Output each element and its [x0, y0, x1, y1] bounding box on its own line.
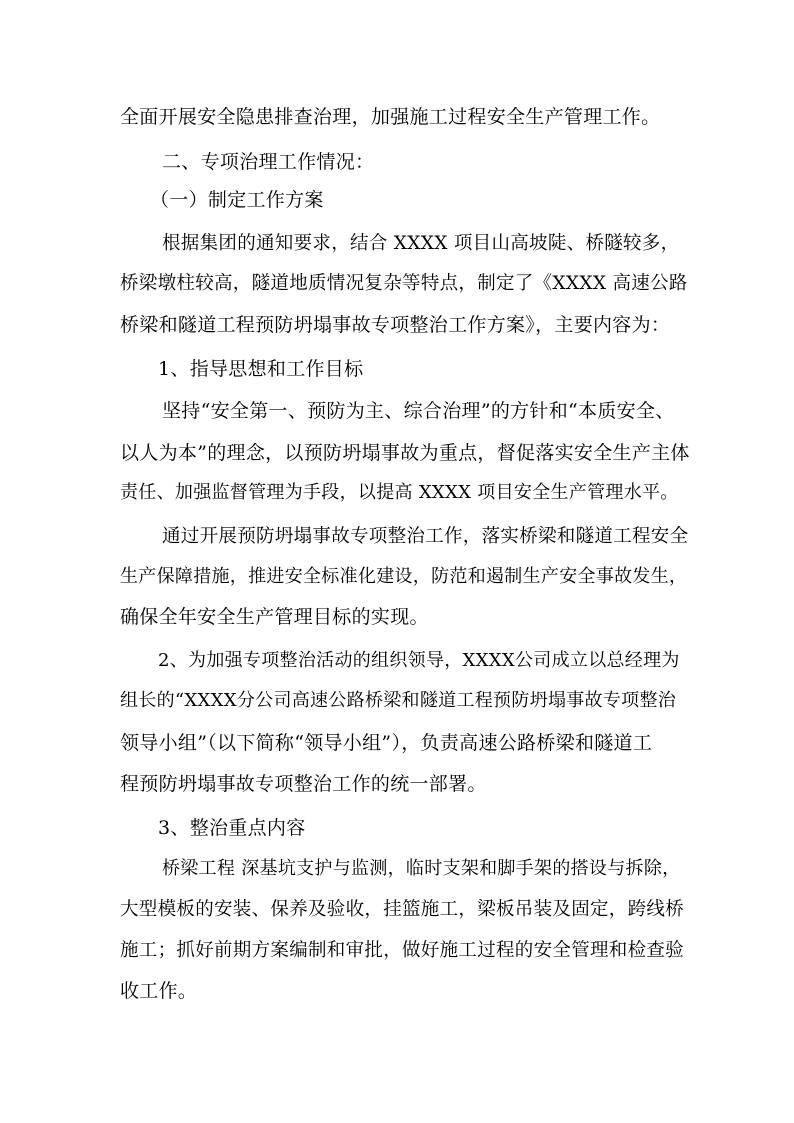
paragraph-line: 组长的“XXXX分公司高速公路桥梁和隧道工程预防坍塌事故专项整治	[120, 690, 677, 711]
item-heading: 1、指导思想和工作目标	[158, 358, 364, 380]
paragraph-line: 大型模板的安装、保养及验收，挂篮施工，梁板吊装及固定，跨线桥	[120, 899, 685, 920]
paragraph-line: 桥梁和隧道工程预防坍塌事故专项整治工作方案》，主要内容为：	[120, 314, 671, 336]
paragraph-line: 程预防坍塌事故专项整治工作的统一部署。	[120, 773, 487, 795]
paragraph-line: 生产保障措施，推进安全标准化建设，防范和遏制生产安全事故发生，	[120, 566, 688, 587]
paragraph-line: 收工作。	[120, 980, 198, 1002]
paragraph-line: 坚持“安全第一、预防为主、综合治理”的方针和“本质安全、	[162, 400, 675, 422]
item-heading: 3、整治重点内容	[158, 817, 306, 839]
paragraph-line: 确保全年安全生产管理目标的实现。	[120, 606, 429, 628]
paragraph-line: 桥梁工程 深基坑支护与监测，临时支架和脚手架的搭设与拆除，	[162, 858, 681, 879]
section-heading: 二、专项治理工作情况：	[162, 151, 375, 173]
paragraph-line: 桥梁墩柱较高，隧道地质情况复杂等特点，制定了《XXXX 高速公路	[120, 273, 688, 294]
subsection-heading: （一）制定工作方案	[150, 189, 324, 211]
paragraph-line: 全面开展安全隐患排查治理，加强施工过程安全生产管理工作。	[120, 106, 661, 128]
paragraph-line: 以人为本”的理念，以预防坍塌事故为重点，督促落实安全生产主体	[120, 442, 690, 464]
paragraph-line: 领导小组”（以下简称“领导小组”），负责高速公路桥梁和隧道工	[120, 732, 653, 754]
paragraph-line: 根据集团的通知要求，结合 XXXX 项目山高坡陡、桥隧较多，	[162, 233, 680, 254]
paragraph-line: 2、为加强专项整治活动的组织领导，XXXX公司成立以总经理为	[158, 650, 680, 671]
paragraph-line: 施工；抓好前期方案编制和审批，做好施工过程的安全管理和检查验	[120, 940, 685, 961]
paragraph-line: 通过开展预防坍塌事故专项整治工作，落实桥梁和隧道工程安全	[162, 526, 689, 547]
paragraph-line: 责任、加强监督管理为手段，以提高 XXXX 项目安全生产管理水平。	[120, 482, 679, 503]
